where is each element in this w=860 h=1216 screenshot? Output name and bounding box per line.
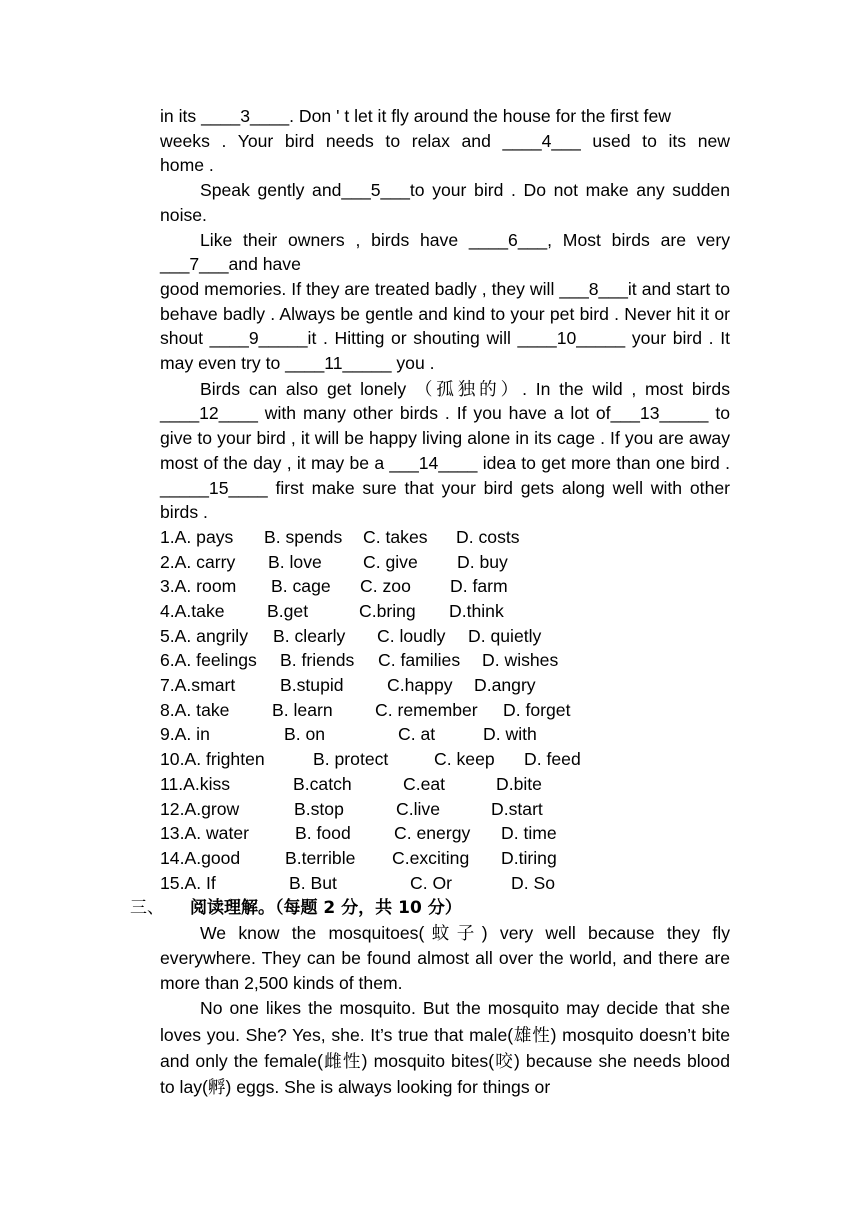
option-row [160, 550, 730, 575]
option-b: B. learn [272, 699, 333, 720]
option-a: 3.A. room [160, 576, 237, 597]
option-a: 11.A.kiss [160, 773, 231, 794]
option-row [160, 599, 730, 624]
option-c: C.exciting [392, 847, 470, 868]
option-c: C. keep [434, 749, 495, 770]
passage-para1-line3: home . [160, 155, 214, 176]
option-b: B. cage [271, 576, 331, 597]
options-list [160, 525, 730, 895]
option-d: D.tiring [501, 847, 557, 868]
option-d: D. quietly [468, 625, 542, 646]
option-row [160, 871, 730, 896]
option-b: B.stupid [280, 675, 344, 696]
section-title-d: 10 [398, 898, 422, 919]
option-b: B. spends [264, 526, 343, 547]
option-d: D. buy [457, 551, 508, 572]
section-number: 三、 [130, 898, 164, 919]
option-row [160, 574, 730, 599]
option-a: 1.A. pays [160, 526, 234, 547]
option-c: C. zoo [360, 576, 411, 597]
option-d: D.start [491, 798, 543, 819]
section-title-b: 2 [323, 898, 336, 919]
option-b: B. food [295, 823, 351, 844]
passage-para3-line2: ___7___and have [160, 254, 301, 275]
document-page [130, 104, 730, 1100]
option-a: 13.A. water [160, 823, 249, 844]
section-3-heading [130, 895, 700, 921]
option-b: B. clearly [273, 625, 346, 646]
option-b: B.stop [294, 798, 344, 819]
option-c: C. at [398, 724, 436, 745]
passage-para3-body: good memories. If they are treated badly , they will ___8___it and start to behave badly . Always be gentle and kind to your pet bird . Never hit it or shout ____9_____it . Hitting or shouting will ____10_____ your bird . It may even try to ____11_____ you . [160, 278, 730, 374]
option-row [160, 525, 730, 550]
option-a: 5.A. angrily [160, 625, 249, 646]
option-row [160, 846, 730, 871]
option-row [160, 821, 730, 846]
option-c: C.bring [359, 601, 416, 622]
option-d: D. forget [503, 699, 571, 720]
option-d: D.think [449, 601, 504, 622]
option-a: 12.A.grow [160, 798, 240, 819]
option-c: C. energy [394, 823, 471, 844]
passage-para1-line2: weeks . Your bird needs to relax and ____4___ used to its new [160, 130, 730, 151]
option-c: C. loudly [377, 625, 446, 646]
option-b: B.catch [293, 773, 352, 794]
option-row [160, 648, 730, 673]
option-c: C.live [396, 798, 440, 819]
passage-para1-line1: in its ____3____. Don ' t let it fly around the house for the first few [160, 106, 671, 126]
section-title-e: 分） [421, 898, 462, 919]
option-d: D.angry [474, 675, 536, 696]
passage-para2: Speak gently and___5___to your bird . Do not make any sudden noise. [160, 180, 730, 225]
option-d: D. time [501, 823, 557, 844]
option-b: B. friends [280, 650, 355, 671]
reading-para1: We know the mosquitoes(蚊子) very well because they fly everywhere. They can be found almost all over the world, and there are more than 2,500 kinds of them. [160, 923, 730, 993]
option-b: B. But [289, 872, 337, 893]
option-row [160, 698, 730, 723]
option-row [160, 772, 730, 797]
reading-para2: No one likes the mosquito. But the mosquito may decide that she loves you. She? Yes, she. It’s true that male(雄性) mosquito doesn’t bite and only the female(雌性) mosquito bites(咬) because she needs blood to lay(孵) eggs. She is always looking for things or [160, 998, 730, 1097]
option-a: 7.A.smart [160, 675, 236, 696]
option-a: 15.A. If [160, 872, 216, 893]
option-b: B.terrible [285, 847, 356, 868]
option-c: C. Or [410, 872, 453, 893]
section-title-a: 阅读理解。（每题 [190, 898, 324, 919]
section-title-c: 分，共 [335, 898, 399, 919]
option-a: 10.A. frighten [160, 749, 265, 770]
option-c: C. remember [375, 699, 478, 720]
option-b: B. on [284, 724, 326, 745]
passage-para1 [160, 104, 730, 178]
option-row [160, 722, 730, 747]
option-c: C. takes [363, 526, 428, 547]
option-d: D.bite [496, 773, 542, 794]
option-b: B. protect [313, 749, 389, 770]
option-a: 6.A. feelings [160, 650, 257, 671]
option-d: D. feed [524, 749, 581, 770]
option-c: C.eat [403, 773, 446, 794]
option-b: B.get [267, 601, 309, 622]
option-row [160, 747, 730, 772]
option-a: 9.A. in [160, 724, 210, 745]
option-row [160, 797, 730, 822]
passage-para3-line1: Like their owners , birds have ____6___, Most birds are very [200, 229, 730, 250]
option-d: D. costs [456, 526, 520, 547]
option-a: 14.A.good [160, 847, 241, 868]
option-row [160, 624, 730, 649]
option-a: 4.A.take [160, 601, 225, 622]
option-d: D. So [511, 872, 556, 893]
option-b: B. love [268, 551, 322, 572]
option-d: D. with [483, 724, 537, 745]
option-d: D. farm [450, 576, 508, 597]
option-c: C. families [378, 650, 461, 671]
option-c: C.happy [387, 675, 453, 696]
option-a: 2.A. carry [160, 551, 236, 572]
option-d: D. wishes [482, 650, 559, 671]
option-c: C. give [363, 551, 418, 572]
passage-para4: Birds can also get lonely （孤独的）. In the wild , most birds ____12____ with many other birds . If you have a lot of___13_____ to give to your bird , it will be happy living alone in its cage . If you are away most of the day , it may be a ___14____ idea to get more than one bird . _____15____ first make sure that your bird gets along well with other birds . [160, 378, 730, 523]
option-a: 8.A. take [160, 699, 230, 720]
option-row [160, 673, 730, 698]
